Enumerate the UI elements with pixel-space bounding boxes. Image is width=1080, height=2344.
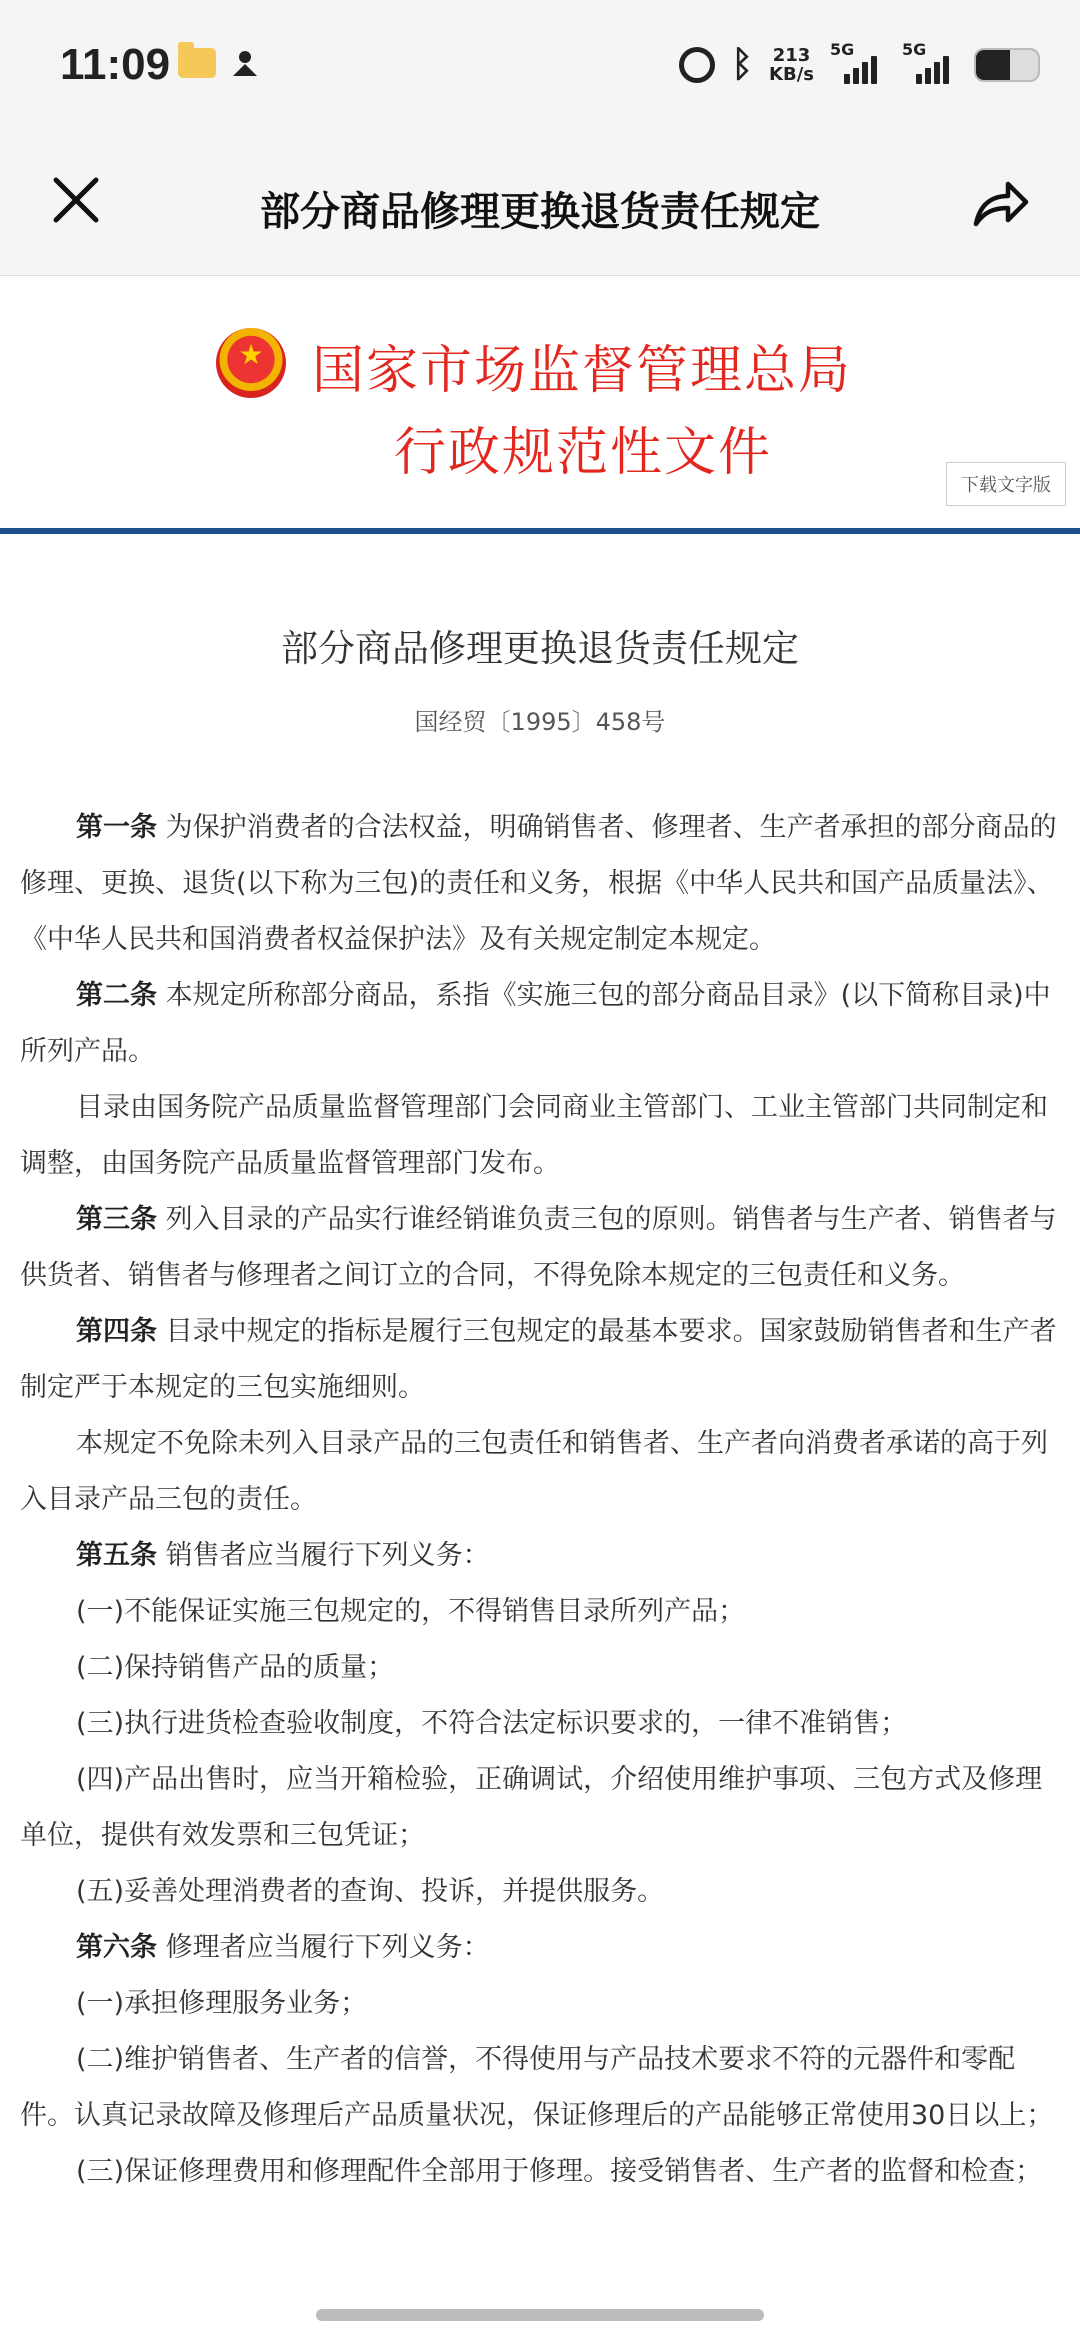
paragraph-text: 目录中规定的指标是履行三包规定的最基本要求。国家鼓励销售者和生产者制定严于本规定的三包实施细则。 bbox=[20, 1316, 1057, 1403]
paragraph-text: 销售者应当履行下列义务： bbox=[157, 1540, 490, 1571]
paragraph-text: 为保护消费者的合法权益，明确销售者、修理者、生产者承担的部分商品的修理、更换、退货(以下称为三包)的责任和义务，根据《中华人民共和国产品质量法》、《中华人民共和国消费者权益保护法》及有关规定制定本规定。 bbox=[20, 812, 1057, 955]
document-paragraph bbox=[20, 1696, 1060, 1752]
network-speed bbox=[769, 46, 814, 84]
document-paragraph bbox=[20, 1976, 1060, 2032]
document-number: 国经贸〔1995〕458号 bbox=[414, 708, 666, 736]
signal-1-icon bbox=[830, 39, 886, 84]
signal-2-icon bbox=[902, 39, 958, 84]
document-title: 部分商品修理更换退货责任规定 bbox=[281, 627, 799, 670]
home-indicator[interactable] bbox=[316, 2309, 764, 2321]
document-paragraph bbox=[20, 1528, 1060, 1584]
status-time: 11:09 bbox=[60, 40, 171, 89]
paragraph-text: (三)执行进货检查验收制度，不符合法定标识要求的，一律不准销售； bbox=[76, 1708, 908, 1739]
folder-icon bbox=[178, 48, 216, 78]
article-number: 第五条 bbox=[76, 1540, 157, 1571]
paragraph-text: (二)保持销售产品的质量； bbox=[76, 1652, 395, 1683]
article-number: 第四条 bbox=[76, 1316, 157, 1347]
document-paragraph bbox=[20, 1584, 1060, 1640]
speed-value: 213 bbox=[772, 44, 811, 66]
document-body bbox=[20, 800, 1060, 2200]
paragraph-text: (二)维护销售者、生产者的信誉，不得使用与产品技术要求不符的元器件和零配件。认真记录故障及修理后产品质量状况，保证修理后的产品能够正常使用30日以上； bbox=[20, 2044, 1054, 2131]
speed-unit: KB/s bbox=[769, 63, 814, 85]
agency-banner bbox=[0, 276, 1080, 528]
signal-2-label: 5G bbox=[902, 39, 927, 59]
download-text-button[interactable]: 下载文字版 bbox=[946, 462, 1066, 506]
notification-icons bbox=[178, 48, 260, 78]
document-type: 行政规范性文件 bbox=[394, 423, 773, 483]
document-paragraph bbox=[20, 1416, 1060, 1528]
share-icon[interactable] bbox=[970, 174, 1030, 230]
paragraph-text: 列入目录的产品实行谁经销谁负责三包的原则。销售者与生产者、销售者与供货者、销售者与修理者之间订立的合同，不得免除本规定的三包责任和义务。 bbox=[20, 1204, 1057, 1291]
article-number: 第三条 bbox=[76, 1204, 157, 1235]
battery-icon bbox=[974, 48, 1040, 82]
document-paragraph bbox=[20, 2032, 1060, 2144]
document-paragraph bbox=[20, 1752, 1060, 1864]
paragraph-text: 目录由国务院产品质量监督管理部门会同商业主管部门、工业主管部门共同制定和调整，由国务院产品质量监督管理部门发布。 bbox=[20, 1092, 1048, 1179]
paragraph-text: 修理者应当履行下列义务： bbox=[157, 1932, 490, 1963]
paragraph-text: 本规定不免除未列入目录产品的三包责任和销售者、生产者向消费者承诺的高于列入目录产品三包的责任。 bbox=[20, 1428, 1048, 1515]
alarm-icon bbox=[679, 47, 715, 83]
signal-1-label: 5G bbox=[830, 39, 855, 59]
page-title: 部分商品修理更换退货责任规定 bbox=[260, 189, 820, 235]
document-paragraph bbox=[20, 1920, 1060, 1976]
paragraph-text: (一)承担修理服务业务； bbox=[76, 1988, 368, 2019]
status-indicators bbox=[679, 39, 1040, 85]
document-paragraph bbox=[20, 1304, 1060, 1416]
article-number: 第六条 bbox=[76, 1932, 157, 1963]
paragraph-text: (四)产品出售时，应当开箱检验，正确调试，介绍使用维护事项、三包方式及修理单位，提供有效发票和三包凭证； bbox=[20, 1764, 1043, 1851]
document-paragraph bbox=[20, 1640, 1060, 1696]
status-bar bbox=[0, 0, 1080, 140]
document-paragraph bbox=[20, 800, 1060, 968]
agency-name: 国家市场监督管理总局 bbox=[312, 341, 853, 401]
paragraph-text: (三)保证修理费用和修理配件全部用于修理。接受销售者、生产者的监督和检查； bbox=[76, 2156, 1043, 2187]
document-paragraph bbox=[20, 1192, 1060, 1304]
national-emblem-icon bbox=[216, 328, 286, 398]
paragraph-text: (五)妥善处理消费者的查询、投诉，并提供服务。 bbox=[76, 1876, 665, 1907]
bluetooth-icon: ᛒ bbox=[731, 44, 754, 85]
document-paragraph bbox=[20, 1080, 1060, 1192]
document-paragraph bbox=[20, 1864, 1060, 1920]
document-paragraph bbox=[20, 2144, 1060, 2200]
article-number: 第一条 bbox=[76, 812, 157, 843]
person-icon bbox=[230, 48, 260, 78]
divider bbox=[0, 528, 1080, 534]
nav-header bbox=[0, 140, 1080, 276]
document-paragraph bbox=[20, 968, 1060, 1080]
paragraph-text: 本规定所称部分商品，系指《实施三包的部分商品目录》(以下简称目录)中所列产品。 bbox=[20, 980, 1051, 1067]
paragraph-text: (一)不能保证实施三包规定的，不得销售目录所列产品； bbox=[76, 1596, 746, 1627]
close-icon[interactable] bbox=[48, 172, 104, 228]
article-number: 第二条 bbox=[76, 980, 157, 1011]
